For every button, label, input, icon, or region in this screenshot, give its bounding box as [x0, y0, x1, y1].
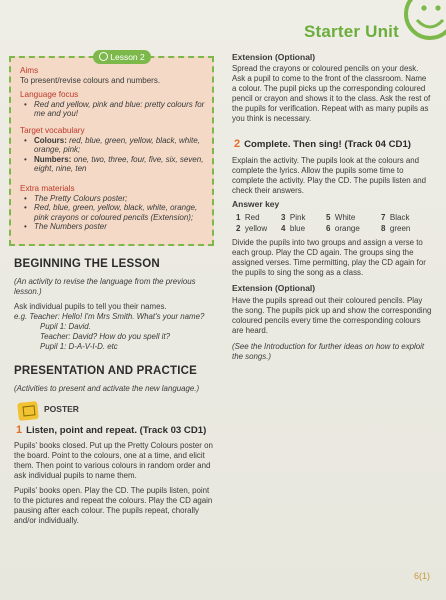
answer-word: Red: [244, 213, 260, 222]
numbers-label: Numbers:: [34, 154, 72, 164]
colours-item: [34, 136, 206, 155]
ask-text: Ask individual pupils to tell you their names.: [14, 302, 167, 311]
presentation-heading: PRESENTATION AND PRACTICE: [14, 365, 198, 377]
extension-2-heading: Extension (Optional): [232, 283, 316, 293]
activity-1-number: 1: [16, 424, 23, 436]
divide-text: Divide the pupils into two groups and assign a verse to each group. Play the CD again. The groups sing the assigned verses. Time permitting, play the CD again for the pupils to sing the song as a class.: [232, 238, 426, 277]
dialogue-line: e.g. Teacher: Hello! I'm Mrs Smith. What's your name?: [14, 312, 205, 321]
dialogue-line: Pupil 1: D-A-V-I-D. etc: [40, 342, 118, 351]
extension-1-text: Spread the crayons or coloured pencils on your desk. Ask a pupil to come to the front of the classroom. Name a colour. The pupil picks up the corresponding coloured pencil or crayon and shows it to the class. Ask the rest of the pupils for verification. Repeat with as many pupils as you think is necessary.: [232, 64, 431, 123]
answer-word: Black: [389, 213, 410, 222]
aims-heading: Aims: [20, 66, 39, 75]
see-introduction-note: (See the Introduction for further ideas on how to exploit the songs.): [232, 342, 425, 361]
activity-2-title: Complete. Then sing! (Track 04 CD1): [244, 139, 411, 150]
activity-1-paragraph: Pupils' books closed. Put up the Pretty Colours poster on the board. Point to the colours, one at a time, and elicit them. Then point to various colours in random order and ask individual pupils to name them.: [14, 441, 213, 480]
smiley-icon: [400, 0, 446, 48]
answer-word: yellow: [244, 224, 268, 233]
target-vocab-section: [20, 126, 206, 174]
aims-section: [20, 66, 208, 85]
target-vocab-heading: Target vocabulary: [20, 126, 85, 135]
page-number: 6(1): [414, 571, 431, 581]
activity-2-heading: [234, 138, 411, 150]
poster-icon: [17, 401, 39, 421]
extra-item: • The Numbers poster: [34, 222, 206, 232]
page: Starter Unit Lesson 2 Aims To present/revise colours and numbers. Language focus • Red and yellow, pink and blue: pretty colours for me and you! Target vocabulary • Colours: red, blue, green, yellow, black, white, orange, pink; • Numbers: one, two, three, four, five, six, seven, eight, nine, ten Extra materials • The Pretty Colours poster; • Red, blue, green, yellow, black, white, orange, pink crayons or coloured pencils (Extension); • The Numbers poster BEGINNING THE LESSON (An activity to revise the language from the previous lesson.) Ask individual pupils to tell you their names. e.g. Teacher: Hello! I'm Mrs Smith. What's your name? Pupil 1: David. Teacher: David? How do you spell it? Pupil 1: D-A-V-I-D. etc PRESENTATION AND PRACTICE (Activities to present and activate the new language.) POSTER 1 Listen, point and repeat. (Track 03 CD1) Pupils' books closed. Put up the Pretty Colours poster on the board. Point to the colours, one at a time, and elicit them. Then point to various colours in random order and ask individual pupils to name them. Pupils' books open. Play the CD. The pupils listen, point to the pictures and repeat the colours. Play the CD again pausing after each colour. The pupils repeat, chorally and/or individually. Extension (Optional) Spread the crayons or coloured pencils on your desk. Ask a pupil to come to the front of the classroom. Name a colour. The pupil picks up the corresponding coloured pencil or crayon and shows it to the class. Ask the rest of the pupils for verification. Repeat with as many pupils as you think is necessary. 2 Complete. Then sing! (Track 04 CD1) Explain the activity. The pupils look at the colours and complete the lyrics. Allow the pupils some time to complete the activity. Play the CD. The pupils listen and check their answers. Answer key 1 Red 3 Pink 5 White 7 Black 2 yellow 4 blue 6 orange 8 green Divide the pupils into two groups and assign a verse to each group. Play the CD again. The groups sing the assigned verses. Time permitting, play the CD again for the pupils to sing the song as a class. Extension (Optional) Have the pupils spread out their coloured pencils. Play the song. The pupils pick up and show the corresponding coloured pencils every time the corresponding colours are heard. (See the Introduction for further ideas on how to exploit the songs.) 6(1): [0, 0, 446, 600]
clock-icon: [99, 52, 108, 61]
activity-1-paragraph: Pupils' books open. Play the CD. The pupils listen, point to the pictures and repeat the colours. Play the CD again pausing after each colour. The pupils repeat, chorally and/or individually.: [14, 486, 213, 525]
extra-materials-section: [20, 184, 206, 232]
extra-item: • The Pretty Colours poster;: [34, 194, 206, 204]
answer-key-heading: Answer key: [232, 199, 280, 209]
answer-word: blue: [289, 224, 306, 233]
lesson-tab: [93, 50, 151, 64]
unit-title: Starter Unit: [304, 22, 399, 41]
dialogue-line: Teacher: David? How do you spell it?: [40, 332, 170, 341]
activity-1-heading: [16, 424, 206, 436]
beginning-heading: BEGINNING THE LESSON: [14, 258, 160, 270]
extension-2-text: Have the pupils spread out their coloured pencils. Play the song. The pupils pick up and show the corresponding coloured pencils every time the corresponding colours are heard.: [232, 296, 432, 335]
poster-label: POSTER: [44, 404, 79, 414]
numbers-item: [34, 155, 206, 174]
activity-1-title: Listen, point and repeat. (Track 03 CD1): [26, 425, 207, 436]
activity-2-number: 2: [234, 138, 241, 150]
answer-word: orange: [334, 224, 360, 233]
extra-materials-heading: Extra materials: [20, 184, 75, 193]
activity-2-text: Explain the activity. The pupils look at the colours and complete the lyrics. Allow the pupils some time to complete the activity. Play the CD. The pupils listen and check their answers.: [232, 156, 427, 195]
colours-label: Colours:: [34, 135, 67, 145]
lesson-overview-box: [9, 52, 214, 246]
answer-word: White: [334, 213, 356, 222]
beginning-note: (An activity to revise the language from the previous lesson.): [14, 277, 196, 296]
language-focus-heading: Language focus: [20, 90, 79, 99]
dialogue-line: Pupil 1: David.: [40, 322, 91, 331]
answer-word: green: [389, 224, 411, 233]
lesson-tab-label: Lesson 2: [110, 52, 145, 62]
numbers-list: one, two, three, four, five, six, seven, eight, nine, ten: [34, 154, 204, 174]
colours-list: red, blue, green, yellow, black, white, orange, pink;: [34, 135, 200, 155]
presentation-note: (Activities to present and activate the new language.): [14, 384, 200, 393]
answer-word: Pink: [289, 213, 306, 222]
language-focus-section: [20, 90, 206, 119]
aims-text: To present/revise colours and numbers.: [20, 75, 161, 85]
extra-item: • Red, blue, green, yellow, black, white, orange, pink crayons or coloured pencils (Extension);: [34, 203, 206, 222]
extension-1-heading: Extension (Optional): [232, 52, 316, 62]
language-focus-item: • Red and yellow, pink and blue: pretty colours for me and you!: [34, 100, 206, 119]
